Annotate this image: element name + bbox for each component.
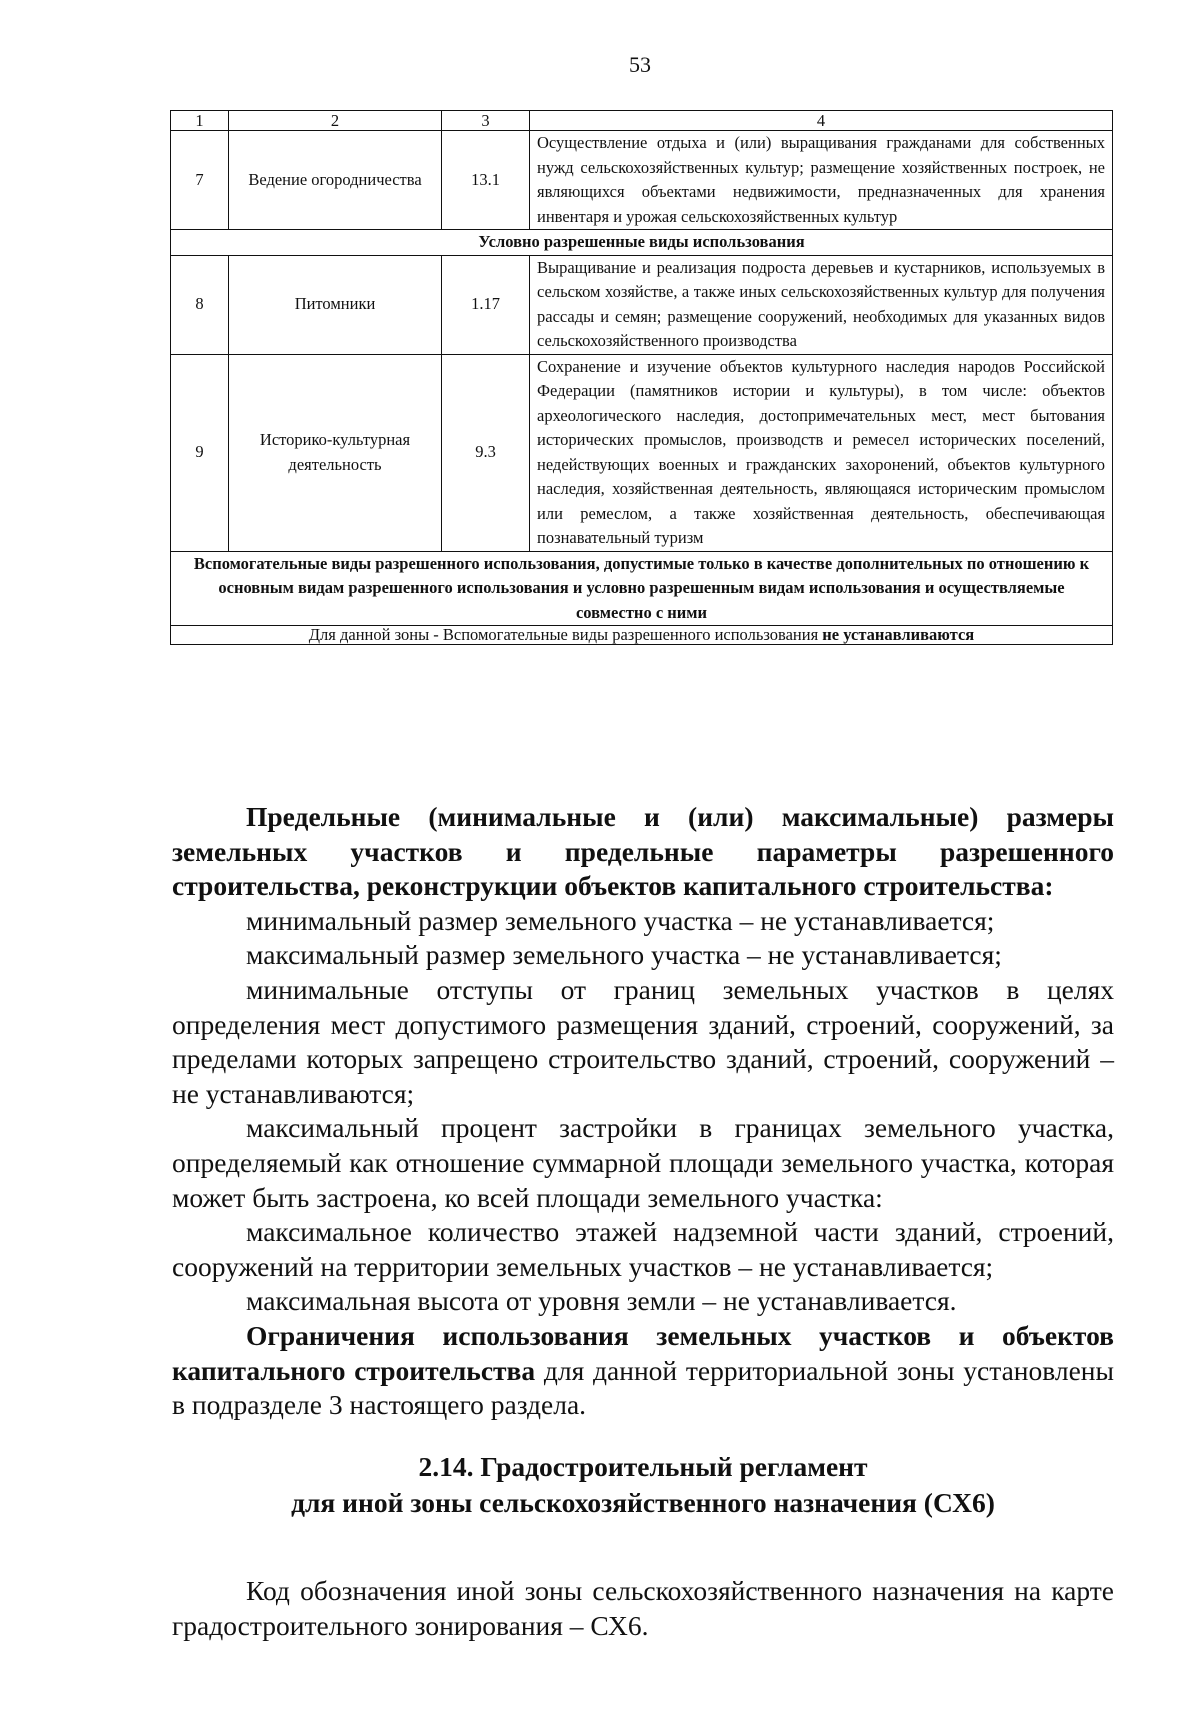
row-number: 8	[171, 255, 229, 354]
column-header: 1	[171, 111, 229, 131]
limit-item: максимальный процент застройки в границах земельного участка, определяемый как отношение суммарной площади земельного участка, которая может быть застроена, ко всей площади земельного участка:	[172, 1112, 1114, 1213]
use-type-code: 13.1	[442, 131, 530, 230]
use-type-name: Историко-культурная деятельность	[229, 354, 442, 551]
table-row	[171, 354, 1113, 551]
column-header: 2	[229, 111, 442, 131]
zone-code-paragraph: Код обозначения иной зоны сельскохозяйственного назначения на карте градостроительного зонирования – СХ6.	[172, 1575, 1114, 1641]
column-header: 3	[442, 111, 530, 131]
section-title-line-2: для иной зоны сельскохозяйственного назначения (СХ6)	[291, 1487, 995, 1518]
table-row	[171, 255, 1113, 354]
column-header: 4	[530, 111, 1113, 131]
auxiliary-uses-header: Вспомогательные виды разрешенного использования, допустимые только в качестве дополнительных по отношению к основным видам разрешенного использования и условно разрешенным видам использования и осуществляемые совместно с ними	[171, 551, 1113, 626]
use-type-code: 1.17	[442, 255, 530, 354]
limit-item: минимальные отступы от границ земельных участков в целях определения мест допустимого размещения зданий, строений, сооружений, за пределами которых запрещено строительство зданий, строений, сооружений – не устанавливаются;	[172, 973, 1114, 1109]
section-title-line-1: 2.14. Градостроительный регламент	[418, 1451, 868, 1482]
limits-heading: Предельные (минимальные и (или) максимальные) размеры земельных участков и предельные параметры разрешенного строительства, реконструкции объектов капитального строительства:	[172, 801, 1114, 902]
restrictions-bold: Ограничения использования земельных участков и объектов капитального строительства	[172, 1319, 1114, 1386]
land-use-table	[170, 110, 1113, 645]
conditional-uses-header: Условно разрешенные виды использования	[171, 230, 1113, 256]
page-number: 53	[629, 52, 651, 77]
use-type-description: Осуществление отдыха и (или) выращивания гражданами для собственных нужд сельскохозяйственных культур; размещение хозяйственных построек, не являющихся объектами недвижимости, предназначенных для хранения инвентаря и урожая сельскохозяйственных культур	[530, 131, 1113, 230]
use-type-description: Выращивание и реализация подроста деревьев и кустарников, используемых в сельском хозяйстве, а также иных сельскохозяйственных культур для получения рассады и семян; размещение сооружений, необходимых для указанных видов сельскохозяйственного производства	[530, 255, 1113, 354]
table-row	[171, 131, 1113, 230]
section-title	[172, 1449, 1114, 1521]
table-section-row	[171, 626, 1113, 645]
row-number: 7	[171, 131, 229, 230]
use-type-name: Питомники	[229, 255, 442, 354]
limit-item: максимальная высота от уровня земли – не устанавливается.	[246, 1285, 957, 1317]
table-section-row	[171, 230, 1113, 256]
use-type-name: Ведение огородничества	[229, 131, 442, 230]
restrictions-text: для данной территориальной зоны установлены в подразделе 3 настоящего раздела.	[172, 1354, 1114, 1421]
restrictions-paragraph	[172, 1319, 1114, 1423]
limit-item: максимальное количество этажей надземной части зданий, строений, сооружений на территории земельных участков – не устанавливается;	[172, 1216, 1114, 1282]
limits-section	[172, 800, 1114, 1423]
limit-item: минимальный размер земельного участка – не устанавливается;	[246, 904, 995, 936]
auxiliary-uses-note	[171, 626, 1113, 645]
auxiliary-note-text: Для данной зоны - Вспомогательные виды разрешенного использования	[308, 625, 823, 644]
limit-item: максимальный размер земельного участка – не устанавливается;	[246, 939, 1002, 971]
use-type-code: 9.3	[442, 354, 530, 551]
table-section-row	[171, 551, 1113, 626]
auxiliary-note-emphasis: не устанавливаются	[822, 625, 975, 644]
row-number: 9	[171, 354, 229, 551]
use-type-description: Сохранение и изучение объектов культурного наследия народов Российской Федерации (памятников истории и культуры), в том числе: объектов археологического наследия, достопримечательных мест, мест бытования исторических промыслов, производств и ремесел исторических поселений, недействующих военных и гражданских захоронений, объектов культурного наследия, хозяйственная деятельность, являющаяся историческим промыслом или ремеслом, а также хозяйственная деятельность, обеспечивающая познавательный туризм	[530, 354, 1113, 551]
zone-code-section	[172, 1574, 1114, 1643]
table-header-row	[171, 111, 1113, 131]
